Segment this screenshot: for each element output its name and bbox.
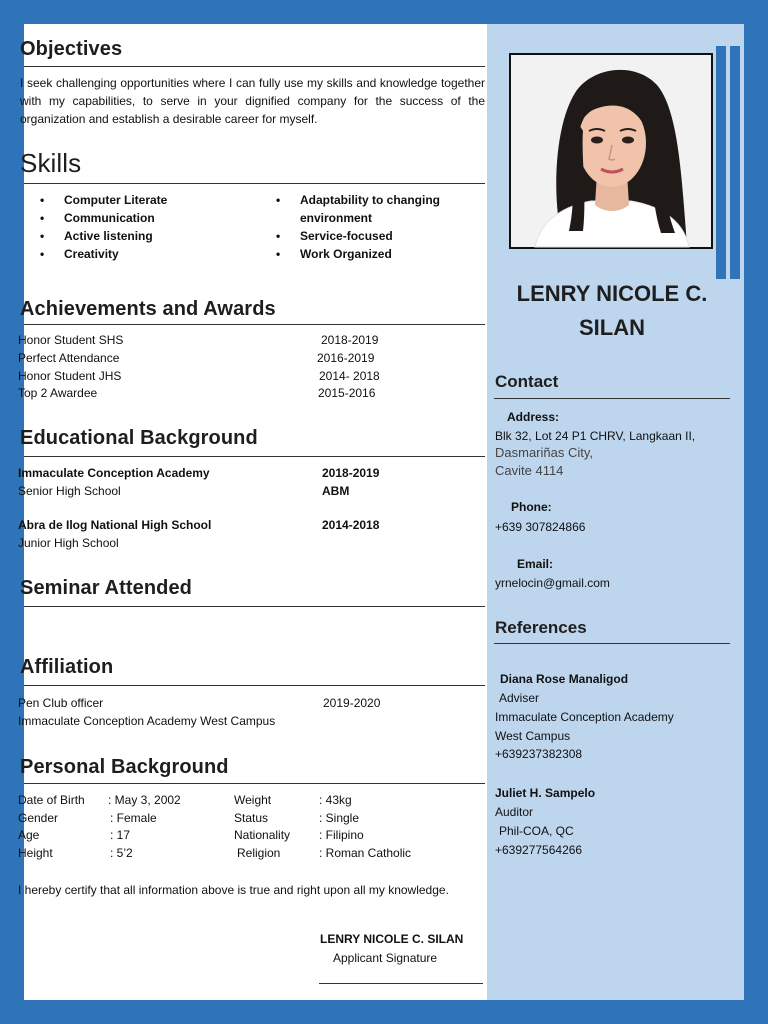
education-heading: Educational Background [20, 427, 258, 449]
school-name: Immaculate Conception Academy [18, 466, 210, 480]
affiliation-role: Pen Club officer [18, 696, 104, 710]
school-year: 2014-2018 [322, 518, 380, 532]
contact-heading: Contact [495, 372, 559, 391]
personal-label: Date of Birth [18, 793, 85, 807]
school-level: Junior High School [18, 536, 119, 550]
personal-value: : Filipino [319, 828, 364, 842]
seminar-heading: Seminar Attended [20, 577, 193, 599]
divider [494, 643, 730, 644]
reference-name: Juliet H. Sampelo [495, 786, 596, 800]
divider [24, 456, 485, 457]
divider [24, 324, 485, 325]
personal-value: : 17 [110, 828, 131, 842]
achievements-heading: Achievements and Awards [20, 298, 276, 320]
personal-label: Status [234, 811, 269, 825]
reference-title: Auditor [495, 805, 534, 819]
affiliation-year: 2019-2020 [323, 696, 381, 710]
personal-label: Gender [18, 811, 59, 825]
school-track: ABM [322, 484, 350, 498]
skill-item: • Active listening [24, 227, 254, 245]
phone-label: Phone: [511, 500, 552, 514]
resume-page [18, 24, 744, 1000]
affiliation-org: Immaculate Conception Academy West Campus [18, 714, 276, 728]
personal-label: Nationality [234, 828, 291, 842]
skill-item: • Creativity [24, 245, 254, 263]
award-name: Top 2 Awardee [18, 386, 98, 400]
certification-text: I hereby certify that all information above is true and right upon all my knowledge. [18, 883, 449, 897]
objectives-text: I seek challenging opportunities where I can fully use my skills and knowledge together with my capabilities, to serve in your dignified company for the success of the organization and establish a desirable career for myself. [20, 76, 485, 126]
skill-item: • Service-focused [260, 227, 470, 245]
personal-value: : 5’2 [110, 846, 133, 860]
award-year: 2015-2016 [318, 386, 376, 400]
affiliation-heading: Affiliation [20, 656, 114, 678]
personal-label: Weight [234, 793, 272, 807]
personal-value: : Female [110, 811, 157, 825]
school-year: 2018-2019 [322, 466, 380, 480]
skills-list-1 [24, 191, 254, 263]
award-year: 2016-2019 [317, 351, 375, 365]
personal-label: Height [18, 846, 53, 860]
address-label: Address: [507, 410, 560, 424]
school-level: Senior High School [18, 484, 121, 498]
divider [24, 783, 485, 784]
address-line: Blk 32, Lot 24 P1 CHRV, Langkaan II, [495, 429, 696, 443]
divider [24, 66, 485, 67]
applicant-name-line1: LENRY NICOLE C. [516, 281, 708, 306]
personal-heading: Personal Background [20, 756, 229, 778]
portrait-image [511, 55, 711, 247]
award-year: 2018-2019 [321, 333, 379, 347]
decor-stripe [730, 46, 740, 279]
reference-org: West Campus [495, 729, 571, 743]
personal-label: Age [18, 828, 40, 842]
divider [24, 685, 485, 686]
divider [494, 398, 730, 399]
award-name: Honor Student SHS [18, 333, 124, 347]
email-label: Email: [517, 557, 554, 571]
award-year: 2014- 2018 [319, 369, 380, 383]
signature-label: Applicant Signature [333, 951, 438, 965]
address-line: Cavite 4114 [495, 463, 564, 478]
profile-photo [509, 53, 713, 249]
reference-name: Diana Rose Manaligod [500, 672, 629, 686]
signature-name: LENRY NICOLE C. SILAN [320, 932, 464, 946]
school-name: Abra de Ilog National High School [18, 518, 212, 532]
decor-stripe [716, 46, 726, 279]
reference-title: Adviser [499, 691, 540, 705]
personal-label: Religion [237, 846, 281, 860]
reference-org: Immaculate Conception Academy [495, 710, 674, 724]
award-name: Honor Student JHS [18, 369, 122, 383]
reference-phone: +639237382308 [495, 747, 583, 761]
divider [24, 183, 485, 184]
signature-line [319, 983, 483, 984]
award-name: Perfect Attendance [18, 351, 120, 365]
reference-phone: +639277564266 [495, 843, 583, 857]
personal-value: : Single [319, 811, 360, 825]
reference-org: Phil-COA, QC [499, 824, 574, 838]
personal-value: : 43kg [319, 793, 352, 807]
skills-heading: Skills [20, 148, 82, 178]
divider [24, 606, 485, 607]
phone-value: +639 307824866 [495, 520, 586, 534]
main-column [18, 24, 487, 1000]
email-value: yrnelocin@gmail.com [495, 576, 610, 590]
skills-list-2 [260, 191, 470, 263]
personal-value: : May 3, 2002 [108, 793, 181, 807]
references-heading: References [495, 618, 587, 637]
skill-item: • Adaptability to changing environment [260, 191, 460, 227]
address-line: Dasmariñas City, [495, 445, 594, 460]
applicant-name-line2: SILAN [579, 315, 645, 340]
objectives-heading: Objectives [20, 38, 123, 60]
personal-value: : Roman Catholic [319, 846, 412, 860]
skill-item: • Communication [24, 209, 254, 227]
skill-item: • Work Organized [260, 245, 470, 263]
skill-item: • Computer Literate [24, 191, 254, 209]
